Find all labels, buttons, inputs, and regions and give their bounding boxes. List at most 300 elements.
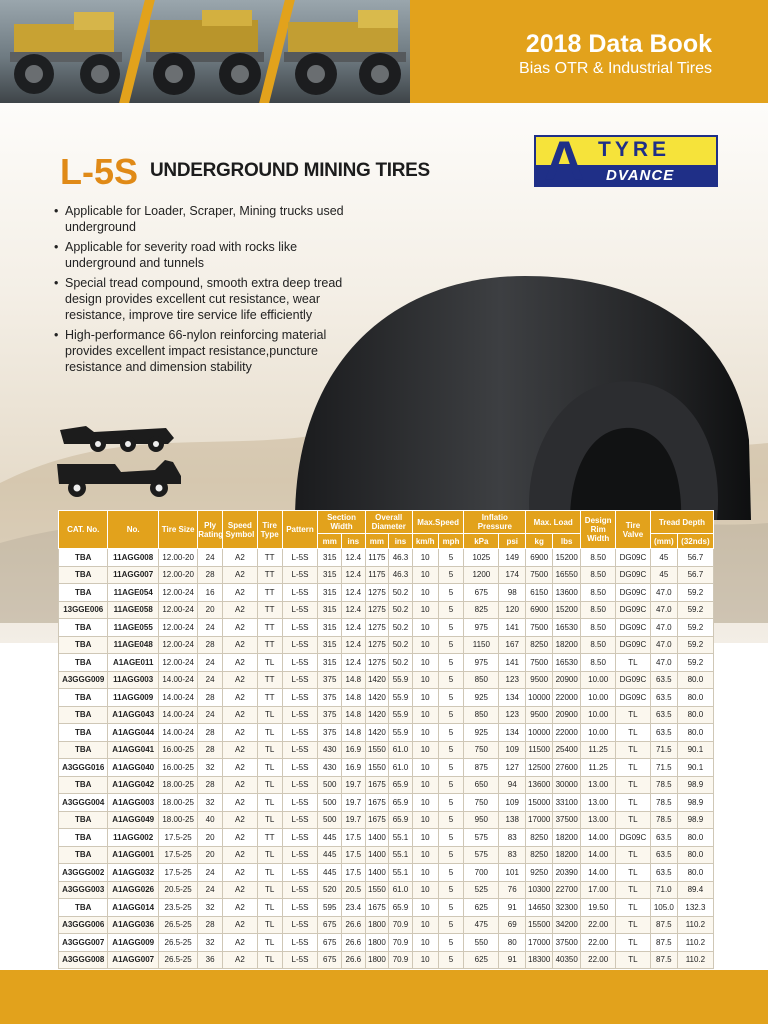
table-cell: 10 <box>412 951 438 969</box>
table-cell: 17.5-25 <box>158 829 197 847</box>
table-cell: 825 <box>464 601 499 619</box>
col-header: Tire Type <box>257 511 282 549</box>
table-cell: 20.5 <box>342 881 366 899</box>
table-cell: 80.0 <box>677 724 713 742</box>
table-cell: 89.4 <box>677 881 713 899</box>
table-cell: 10 <box>412 566 438 584</box>
table-cell: 30000 <box>553 776 581 794</box>
unit-header: ins <box>342 534 366 549</box>
col-header: No. <box>108 511 159 549</box>
table-cell: 40 <box>198 811 223 829</box>
table-cell: 24 <box>198 549 223 567</box>
table-cell: 11AGE048 <box>108 636 159 654</box>
table-cell: DG09C <box>616 671 651 689</box>
table-cell: 7500 <box>526 566 553 584</box>
table-cell: TL <box>616 654 651 672</box>
table-cell: TBA <box>59 619 108 637</box>
table-cell: 78.5 <box>650 794 677 812</box>
table-cell: 850 <box>464 671 499 689</box>
table-cell: 11AGE058 <box>108 601 159 619</box>
table-cell: DG09C <box>616 601 651 619</box>
table-cell: A1AGG001 <box>108 846 159 864</box>
table-cell: 24 <box>198 619 223 637</box>
table-cell: 10 <box>412 776 438 794</box>
table-row <box>59 671 714 689</box>
table-cell: 65.9 <box>389 794 413 812</box>
table-cell: L-5S <box>282 584 318 602</box>
table-cell: TBA <box>59 654 108 672</box>
table-cell: 10 <box>412 601 438 619</box>
table-cell: 32 <box>198 759 223 777</box>
table-cell: DG09C <box>616 689 651 707</box>
table-cell: DG09C <box>616 584 651 602</box>
table-cell: 315 <box>318 601 342 619</box>
table-cell: 6900 <box>526 549 553 567</box>
table-cell: 11.25 <box>581 741 616 759</box>
table-cell: 98.9 <box>677 794 713 812</box>
logo-word-tyre: TYRE <box>598 138 671 161</box>
table-cell: 20.5-25 <box>158 881 197 899</box>
table-cell: 109 <box>499 794 526 812</box>
table-cell: 1175 <box>365 549 389 567</box>
table-cell: A1AGG032 <box>108 864 159 882</box>
table-cell: 80.0 <box>677 829 713 847</box>
table-cell: 1800 <box>365 916 389 934</box>
table-cell: L-5S <box>282 671 318 689</box>
table-cell: 22.00 <box>581 916 616 934</box>
table-cell: A3GGG009 <box>59 671 108 689</box>
table-cell: 47.0 <box>650 601 677 619</box>
table-cell: 1275 <box>365 601 389 619</box>
table-cell: 500 <box>318 776 342 794</box>
table-cell: 70.9 <box>389 934 413 952</box>
table-cell: 80.0 <box>677 846 713 864</box>
table-cell: A1AGG041 <box>108 741 159 759</box>
table-cell: 950 <box>464 811 499 829</box>
table-cell: 17.5-25 <box>158 846 197 864</box>
table-cell: 8.50 <box>581 566 616 584</box>
table-cell: 59.2 <box>677 619 713 637</box>
table-cell: 5 <box>438 759 464 777</box>
table-cell: A2 <box>222 829 257 847</box>
unit-header: kg <box>526 534 553 549</box>
feature-item: • Applicable for severity road with rocks like underground and tunnels <box>58 239 358 271</box>
table-cell: 45 <box>650 549 677 567</box>
table-cell: 445 <box>318 864 342 882</box>
table-cell: 14.00 <box>581 864 616 882</box>
table-cell: 174 <box>499 566 526 584</box>
table-cell: 475 <box>464 916 499 934</box>
table-cell: 5 <box>438 846 464 864</box>
table-cell: 10 <box>412 759 438 777</box>
table-cell: 141 <box>499 654 526 672</box>
table-cell: A1AGG043 <box>108 706 159 724</box>
table-cell: L-5S <box>282 619 318 637</box>
table-cell: 11AGG003 <box>108 671 159 689</box>
table-cell: 5 <box>438 811 464 829</box>
table-cell: 13600 <box>553 584 581 602</box>
table-cell: 1420 <box>365 689 389 707</box>
table-cell: 14.00-24 <box>158 689 197 707</box>
table-cell: 70.9 <box>389 916 413 934</box>
table-cell: A2 <box>222 951 257 969</box>
feature-item: • High-performance 66-nylon reinforcing material provides excellent impact resistance,puncture resistance and dimension stability <box>58 327 358 375</box>
table-cell: 5 <box>438 619 464 637</box>
table-cell: 28 <box>198 916 223 934</box>
table-cell: 20 <box>198 829 223 847</box>
table-cell: 1550 <box>365 759 389 777</box>
table-cell: A3GGG006 <box>59 916 108 934</box>
feature-item: • Applicable for Loader, Scraper, Mining trucks used underground <box>58 203 358 235</box>
table-cell: 17.5-25 <box>158 864 197 882</box>
table-cell: 83 <box>499 829 526 847</box>
table-cell: 1275 <box>365 636 389 654</box>
table-cell: 525 <box>464 881 499 899</box>
table-cell: A2 <box>222 916 257 934</box>
unit-header: (mm) <box>650 534 677 549</box>
table-cell: A2 <box>222 601 257 619</box>
table-cell: 98.9 <box>677 776 713 794</box>
table-cell: 149 <box>499 549 526 567</box>
table-cell: 10 <box>412 794 438 812</box>
table-cell: 10 <box>412 584 438 602</box>
table-cell: 575 <box>464 829 499 847</box>
table-cell: TL <box>257 776 282 794</box>
spec-table-body <box>59 549 714 969</box>
table-cell: 47.0 <box>650 584 677 602</box>
table-cell: L-5S <box>282 881 318 899</box>
spec-table <box>58 510 714 969</box>
table-cell: 63.5 <box>650 846 677 864</box>
table-cell: 18300 <box>526 951 553 969</box>
table-cell: 32 <box>198 794 223 812</box>
table-cell: A2 <box>222 636 257 654</box>
table-cell: 138 <box>499 811 526 829</box>
table-row <box>59 951 714 969</box>
table-cell: L-5S <box>282 899 318 917</box>
table-cell: 91 <box>499 951 526 969</box>
table-cell: L-5S <box>282 724 318 742</box>
table-cell: 650 <box>464 776 499 794</box>
table-cell: 11AGG009 <box>108 689 159 707</box>
table-cell: A2 <box>222 811 257 829</box>
table-cell: 20 <box>198 846 223 864</box>
table-cell: 20390 <box>553 864 581 882</box>
table-cell: 11AGG007 <box>108 566 159 584</box>
table-cell: 28 <box>198 741 223 759</box>
table-cell: TBA <box>59 741 108 759</box>
table-cell: 69 <box>499 916 526 934</box>
table-cell: TL <box>257 724 282 742</box>
table-cell: 24 <box>198 654 223 672</box>
footer-bar <box>0 970 768 1024</box>
table-cell: 20 <box>198 601 223 619</box>
table-cell: 430 <box>318 759 342 777</box>
table-cell: 50.2 <box>389 636 413 654</box>
table-cell: 26.6 <box>342 934 366 952</box>
table-cell: 59.2 <box>677 636 713 654</box>
table-cell: 10 <box>412 811 438 829</box>
table-cell: 22.00 <box>581 934 616 952</box>
table-row <box>59 829 714 847</box>
table-cell: 61.0 <box>389 881 413 899</box>
table-cell: A1AGG042 <box>108 776 159 794</box>
table-cell: 50.2 <box>389 619 413 637</box>
table-cell: TL <box>257 811 282 829</box>
col-header: Pattern <box>282 511 318 549</box>
table-cell: 101 <box>499 864 526 882</box>
table-cell: 10.00 <box>581 689 616 707</box>
col-header: Tread Depth <box>650 511 713 534</box>
table-cell: TBA <box>59 636 108 654</box>
table-row <box>59 601 714 619</box>
table-cell: 9500 <box>526 671 553 689</box>
loader-vehicle-icon <box>58 418 178 452</box>
table-cell: 47.0 <box>650 636 677 654</box>
table-cell: 12.00-24 <box>158 654 197 672</box>
table-cell: TBA <box>59 829 108 847</box>
table-cell: 110.2 <box>677 916 713 934</box>
table-cell: 24 <box>198 864 223 882</box>
table-cell: 28 <box>198 636 223 654</box>
table-cell: 47.0 <box>650 619 677 637</box>
table-cell: 14.8 <box>342 671 366 689</box>
table-cell: 925 <box>464 724 499 742</box>
table-cell: A1AGG026 <box>108 881 159 899</box>
table-cell: 10.00 <box>581 724 616 742</box>
table-cell: A2 <box>222 689 257 707</box>
table-cell: 32300 <box>553 899 581 917</box>
table-row <box>59 724 714 742</box>
table-cell: TL <box>616 776 651 794</box>
table-cell: 71.5 <box>650 741 677 759</box>
table-cell: 315 <box>318 619 342 637</box>
table-cell: L-5S <box>282 811 318 829</box>
table-cell: 19.7 <box>342 794 366 812</box>
table-row <box>59 689 714 707</box>
table-cell: 1400 <box>365 829 389 847</box>
table-cell: 134 <box>499 689 526 707</box>
table-cell: 5 <box>438 829 464 847</box>
table-cell: DG09C <box>616 566 651 584</box>
table-cell: 8.50 <box>581 601 616 619</box>
table-cell: L-5S <box>282 689 318 707</box>
table-cell: TL <box>257 881 282 899</box>
table-cell: 10 <box>412 671 438 689</box>
table-cell: 26.5-25 <box>158 916 197 934</box>
table-cell: 123 <box>499 671 526 689</box>
table-cell: 91 <box>499 899 526 917</box>
table-cell: 10.00 <box>581 671 616 689</box>
table-cell: A2 <box>222 671 257 689</box>
table-cell: TT <box>257 549 282 567</box>
table-cell: 850 <box>464 706 499 724</box>
col-header: Section Width <box>318 511 365 534</box>
table-cell: 83 <box>499 846 526 864</box>
table-cell: A3GGG004 <box>59 794 108 812</box>
table-cell: 375 <box>318 689 342 707</box>
unit-header: ins <box>389 534 413 549</box>
table-cell: 1200 <box>464 566 499 584</box>
table-cell: TT <box>257 636 282 654</box>
table-cell: A1AGG003 <box>108 794 159 812</box>
table-cell: 55.9 <box>389 706 413 724</box>
table-cell: 17.5 <box>342 864 366 882</box>
table-cell: 14.8 <box>342 706 366 724</box>
table-cell: 15500 <box>526 916 553 934</box>
table-cell: 11AGE054 <box>108 584 159 602</box>
table-cell: 315 <box>318 636 342 654</box>
col-header: Ply Rating <box>198 511 223 549</box>
table-cell: 14.00 <box>581 829 616 847</box>
table-cell: 550 <box>464 934 499 952</box>
table-cell: A2 <box>222 899 257 917</box>
table-cell: 18.00-25 <box>158 776 197 794</box>
table-cell: 14.00-24 <box>158 671 197 689</box>
table-cell: 5 <box>438 951 464 969</box>
table-cell: 5 <box>438 601 464 619</box>
table-cell: 10 <box>412 619 438 637</box>
table-cell: 14.8 <box>342 689 366 707</box>
table-cell: 63.5 <box>650 864 677 882</box>
table-cell: A1AGG014 <box>108 899 159 917</box>
logo-word-advance: DVANCE <box>606 167 675 184</box>
table-cell: 18.00-25 <box>158 794 197 812</box>
table-cell: 56.7 <box>677 549 713 567</box>
table-cell: DG09C <box>616 549 651 567</box>
table-cell: 8250 <box>526 829 553 847</box>
table-row <box>59 759 714 777</box>
table-cell: 55.9 <box>389 671 413 689</box>
table-cell: 5 <box>438 706 464 724</box>
table-cell: 315 <box>318 566 342 584</box>
table-cell: 750 <box>464 794 499 812</box>
table-cell: A2 <box>222 741 257 759</box>
table-cell: 18200 <box>553 636 581 654</box>
table-cell: 55.1 <box>389 864 413 882</box>
table-cell: 20900 <box>553 706 581 724</box>
table-cell: 13GGE006 <box>59 601 108 619</box>
table-cell: 32 <box>198 934 223 952</box>
table-cell: 12.4 <box>342 549 366 567</box>
table-cell: TT <box>257 601 282 619</box>
table-cell: 109 <box>499 741 526 759</box>
table-cell: TT <box>257 829 282 847</box>
table-cell: 59.2 <box>677 654 713 672</box>
table-cell: 22000 <box>553 689 581 707</box>
table-cell: 10 <box>412 881 438 899</box>
table-cell: 78.5 <box>650 776 677 794</box>
table-cell: 71.5 <box>650 759 677 777</box>
table-cell: 55.9 <box>389 689 413 707</box>
table-row <box>59 864 714 882</box>
table-cell: 37500 <box>553 934 581 952</box>
table-cell: TL <box>257 951 282 969</box>
table-cell: 1275 <box>365 654 389 672</box>
table-cell: 11500 <box>526 741 553 759</box>
table-cell: 1025 <box>464 549 499 567</box>
table-cell: 575 <box>464 846 499 864</box>
table-cell: 1400 <box>365 846 389 864</box>
table-cell: 6150 <box>526 584 553 602</box>
table-cell: TL <box>257 916 282 934</box>
table-cell: A2 <box>222 549 257 567</box>
table-cell: 1675 <box>365 794 389 812</box>
table-cell: 8.50 <box>581 654 616 672</box>
feature-item: • Special tread compound, smooth extra deep tread design provides excellent cut resistance, wear resistance, improve tire service life efficiently <box>58 275 358 323</box>
table-cell: TBA <box>59 689 108 707</box>
table-cell: 76 <box>499 881 526 899</box>
table-cell: 59.2 <box>677 601 713 619</box>
table-cell: 12.00-20 <box>158 549 197 567</box>
unit-header: (32nds) <box>677 534 713 549</box>
table-cell: A2 <box>222 706 257 724</box>
table-cell: 14.00-24 <box>158 724 197 742</box>
table-cell: 25400 <box>553 741 581 759</box>
table-cell: TBA <box>59 549 108 567</box>
table-row <box>59 549 714 567</box>
table-cell: TL <box>257 934 282 952</box>
mining-truck-image <box>4 8 132 98</box>
table-cell: 10.00 <box>581 706 616 724</box>
table-cell: TT <box>257 619 282 637</box>
table-cell: 28 <box>198 724 223 742</box>
table-cell: 17.00 <box>581 881 616 899</box>
tire-image <box>285 270 755 520</box>
table-cell: 675 <box>318 951 342 969</box>
table-cell: TBA <box>59 584 108 602</box>
table-cell: 5 <box>438 566 464 584</box>
table-cell: 1420 <box>365 724 389 742</box>
table-cell: 78.5 <box>650 811 677 829</box>
table-cell: TBA <box>59 566 108 584</box>
table-cell: 47.0 <box>650 654 677 672</box>
unit-header: mm <box>318 534 342 549</box>
table-cell: L-5S <box>282 636 318 654</box>
table-cell: 87.5 <box>650 951 677 969</box>
table-cell: 5 <box>438 881 464 899</box>
table-cell: 123 <box>499 706 526 724</box>
logo-letter: A <box>544 129 585 192</box>
table-cell: 16530 <box>553 654 581 672</box>
table-cell: TL <box>257 899 282 917</box>
table-cell: 20900 <box>553 671 581 689</box>
table-cell: A1AGG007 <box>108 951 159 969</box>
header-banner <box>0 0 768 103</box>
table-cell: 12.4 <box>342 654 366 672</box>
table-cell: 5 <box>438 934 464 952</box>
table-cell: TBA <box>59 846 108 864</box>
table-cell: 1420 <box>365 671 389 689</box>
table-cell: 5 <box>438 584 464 602</box>
table-cell: 10 <box>412 864 438 882</box>
table-cell: 23.5-25 <box>158 899 197 917</box>
table-cell: 375 <box>318 671 342 689</box>
table-cell: 94 <box>499 776 526 794</box>
table-cell: 13.00 <box>581 776 616 794</box>
table-cell: 10 <box>412 706 438 724</box>
table-cell: A2 <box>222 724 257 742</box>
table-cell: L-5S <box>282 566 318 584</box>
table-cell: 15200 <box>553 549 581 567</box>
table-cell: 63.5 <box>650 829 677 847</box>
table-cell: TL <box>616 794 651 812</box>
table-cell: 26.5-25 <box>158 951 197 969</box>
table-cell: 55.9 <box>389 724 413 742</box>
table-cell: 10 <box>412 636 438 654</box>
table-cell: L-5S <box>282 741 318 759</box>
table-cell: 10000 <box>526 689 553 707</box>
